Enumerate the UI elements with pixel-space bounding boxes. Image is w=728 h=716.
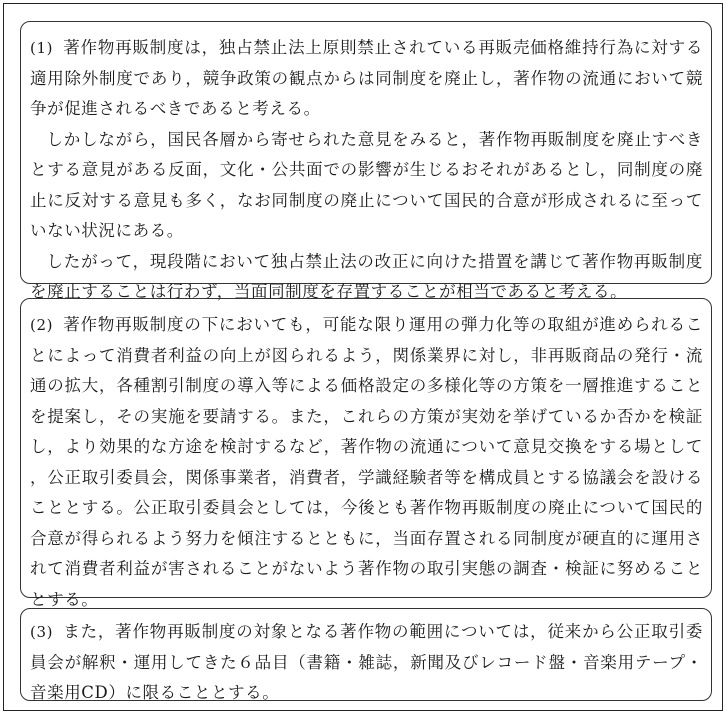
section-1-paragraph-3: したがって，現段階において独占禁止法の改正に向けた措置を講じて著作物再販制度を廃止することは行わず，当面同制度を存置することが相当であると考える。 bbox=[30, 251, 703, 301]
section-2-box bbox=[20, 298, 712, 609]
section-number: (2) bbox=[30, 316, 54, 334]
paragraph-text: 著作物再販制度は，独占禁止法上原則禁止されている再販売価格維持行為に対する適用除外制度であり，競争政策の観点からは同制度を廃止し，著作物の流通において競争が促進されるべきであると考える。 bbox=[30, 38, 703, 118]
section-number: (3) bbox=[30, 623, 54, 641]
section-1-box bbox=[20, 21, 712, 301]
section-3-box bbox=[20, 608, 712, 701]
paragraph-text: 著作物再販制度の下においても，可能な限り運用の弾力化等の取組が進められることによって消費者利益の向上が図られるよう，関係業界に対し，非再販商品の発行・流通の拡大，各種割引制度の導入等による価格設定の多様化等の方策を一層推進することを提案し，その実施を要請する。また，これらの方策が実効を挙げているか否かを検証し，より効果的な方途を検討するなど，著作物の流通について意見交換をする場として，公正取引委員会，関係事業者，消費者，学識経験者等を構成員とする協議会を設けることとする。公正取引委員会としては，今後とも著作物再販制度の廃止について国民的合意が得られるよう努力を傾注するとともに，当面存置される同制度が硬直的に運用されて消費者利益が害されることがないよう著作物の取引実態の調査・検証に努めることとする。 bbox=[30, 315, 703, 609]
section-3-paragraph-1 bbox=[30, 617, 703, 709]
paragraph-text: また，著作物再販制度の対象となる著作物の範囲については，従来から公正取引委員会が解釈・運用してきた６品目（書籍・雑誌，新聞及びレコード盤・音楽用テープ・音楽用CD）に限ることとする。 bbox=[30, 622, 703, 702]
section-1-paragraph-2: しかしながら，国民各層から寄せられた意見をみると，著作物再販制度を廃止すべきとする意見がある反面，文化・公共面での影響が生じるおそれがあるとし，同制度の廃止に反対する意見も多く，なお同制度の廃止について国民的合意が形成されるに至っていない状況にある。 bbox=[30, 129, 703, 240]
section-2-paragraph-1 bbox=[30, 310, 703, 615]
section-number: (1) bbox=[30, 39, 54, 57]
section-1-paragraph-1 bbox=[30, 33, 703, 125]
document-frame bbox=[3, 3, 723, 711]
